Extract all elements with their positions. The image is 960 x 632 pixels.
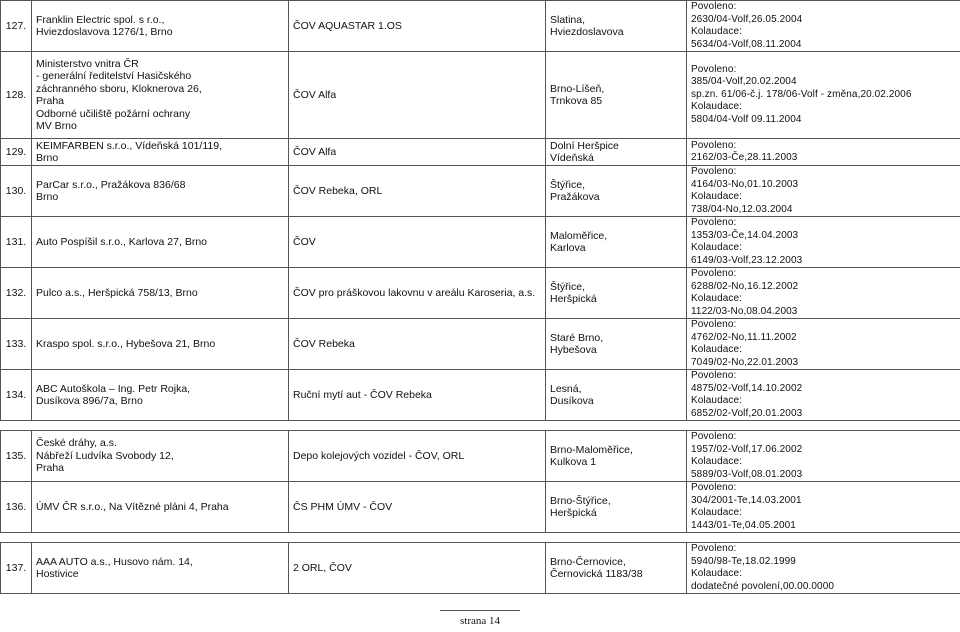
location-cell: Brno-Štýřice, Heršpická	[546, 482, 687, 533]
permits-cell: Povoleno: 385/04-Volf,20.02.2004 sp.zn. 61/06-č.j. 178/06-Volf - změna,20.02.2006 Kolaudace: 5804/04-Volf 09.11.2004	[687, 52, 960, 139]
table-row	[1, 139, 960, 166]
facility-cell: ČOV Alfa	[289, 52, 546, 139]
operator-cell: České dráhy, a.s. Nábřeží Ludvíka Svobody 12, Praha	[32, 431, 289, 482]
table-row	[1, 543, 960, 594]
operator-cell: KEIMFARBEN s.r.o., Vídeňská 101/119, Brno	[32, 139, 289, 166]
operator-cell: ABC Autoškola – Ing. Petr Rojka, Dusíkova 896/7a, Brno	[32, 370, 289, 421]
table-row	[1, 166, 960, 217]
facility-cell: ČOV	[289, 217, 546, 268]
table-row	[1, 1, 960, 52]
spacer-cell	[289, 421, 546, 431]
row-number: 130.	[1, 166, 32, 217]
page-number: strana 14	[459, 615, 500, 627]
location-cell: Štýřice, Heršpická	[546, 268, 687, 319]
footer-divider	[440, 610, 520, 611]
spacer-cell	[289, 533, 546, 543]
row-number: 133.	[1, 319, 32, 370]
row-number: 132.	[1, 268, 32, 319]
location-cell: Brno-Maloměřice, Kulkova 1	[546, 431, 687, 482]
table-row	[1, 319, 960, 370]
facility-cell: Ruční mytí aut - ČOV Rebeka	[289, 370, 546, 421]
spacer-cell	[1, 421, 32, 431]
table-row	[1, 217, 960, 268]
permits-cell: Povoleno: 4762/02-No,11.11.2002 Kolaudace: 7049/02-No,22.01.2003	[687, 319, 960, 370]
spacer-cell	[32, 421, 289, 431]
permits-cell: Povoleno: 4164/03-No,01.10.2003 Kolaudace: 738/04-No,12.03.2004	[687, 166, 960, 217]
permits-cell: Povoleno: 5940/98-Te,18.02.1999 Kolaudace: dodatečné povolení,00.00.0000	[687, 543, 960, 594]
facility-cell: ČS PHM ÚMV - ČOV	[289, 482, 546, 533]
location-cell: Štýřice, Pražákova	[546, 166, 687, 217]
row-number: 134.	[1, 370, 32, 421]
row-number: 131.	[1, 217, 32, 268]
location-cell: Lesná, Dusíkova	[546, 370, 687, 421]
permits-cell: Povoleno: 2162/03-Če,28.11.2003	[687, 139, 960, 166]
operator-cell: AAA AUTO a.s., Husovo nám. 14, Hostivice	[32, 543, 289, 594]
spacer-cell	[32, 533, 289, 543]
location-cell: Brno-Líšeň, Trnkova 85	[546, 52, 687, 139]
facility-cell: ČOV Alfa	[289, 139, 546, 166]
operator-cell: Auto Pospíšil s.r.o., Karlova 27, Brno	[32, 217, 289, 268]
row-number: 129.	[1, 139, 32, 166]
operator-cell: Kraspo spol. s.r.o., Hybešova 21, Brno	[32, 319, 289, 370]
spacer-cell	[546, 421, 687, 431]
facility-cell: ČOV AQUASTAR 1.OS	[289, 1, 546, 52]
facility-cell: 2 ORL, ČOV	[289, 543, 546, 594]
operator-cell: Franklin Electric spol. s r.o., Hviezdoslavova 1276/1, Brno	[32, 1, 289, 52]
row-number: 135.	[1, 431, 32, 482]
spacer-cell	[687, 421, 960, 431]
spacer-cell	[1, 533, 32, 543]
permits-cell: Povoleno: 6288/02-No,16.12.2002 Kolaudace: 1122/03-No,08.04.2003	[687, 268, 960, 319]
facility-cell: Depo kolejových vozidel - ČOV, ORL	[289, 431, 546, 482]
table-row	[1, 370, 960, 421]
operator-cell: ParCar s.r.o., Pražákova 836/68 Brno	[32, 166, 289, 217]
row-number: 128.	[1, 52, 32, 139]
table-row	[1, 431, 960, 482]
row-number: 137.	[1, 543, 32, 594]
facility-cell: ČOV pro práškovou lakovnu v areálu Karoseria, a.s.	[289, 268, 546, 319]
facility-cell: ČOV Rebeka, ORL	[289, 166, 546, 217]
permits-cell: Povoleno: 1353/03-Če,14.04.2003 Kolaudace: 6149/03-Volf,23.12.2003	[687, 217, 960, 268]
location-cell: Slatina, Hviezdoslavova	[546, 1, 687, 52]
facility-cell: ČOV Rebeka	[289, 319, 546, 370]
permits-cell: Povoleno: 4875/02-Volf,14.10.2002 Kolaudace: 6852/02-Volf,20.01.2003	[687, 370, 960, 421]
spacer-row	[1, 421, 960, 431]
permits-cell: Povoleno: 304/2001-Te,14.03.2001 Kolaudace: 1443/01-Te,04.05.2001	[687, 482, 960, 533]
permits-cell: Povoleno: 1957/02-Volf,17.06.2002 Kolaudace: 5889/03-Volf,08.01.2003	[687, 431, 960, 482]
location-cell: Dolní Heršpice Vídeňská	[546, 139, 687, 166]
location-cell: Brno-Černovice, Černovická 1183/38	[546, 543, 687, 594]
location-cell: Staré Brno, Hybešova	[546, 319, 687, 370]
spacer-cell	[546, 533, 687, 543]
location-cell: Maloměřice, Karlova	[546, 217, 687, 268]
spacer-cell	[687, 533, 960, 543]
spacer-row	[1, 533, 960, 543]
operator-cell: Pulco a.s., Heršpická 758/13, Brno	[32, 268, 289, 319]
permits-cell: Povoleno: 2630/04-Volf,26.05.2004 Kolaudace: 5634/04-Volf,08.11.2004	[687, 1, 960, 52]
row-number: 136.	[1, 482, 32, 533]
operator-cell: ÚMV ČR s.r.o., Na Vítězné pláni 4, Praha	[32, 482, 289, 533]
table-row	[1, 268, 960, 319]
table-row	[1, 482, 960, 533]
operator-cell: Ministerstvo vnitra ČR - generální ředitelství Hasičského záchranného sboru, Kloknerova 26, Praha Odborné učiliště požární ochrany MV Brno	[32, 52, 289, 139]
row-number: 127.	[1, 1, 32, 52]
registry-table-body	[1, 1, 960, 594]
table-row	[1, 52, 960, 139]
